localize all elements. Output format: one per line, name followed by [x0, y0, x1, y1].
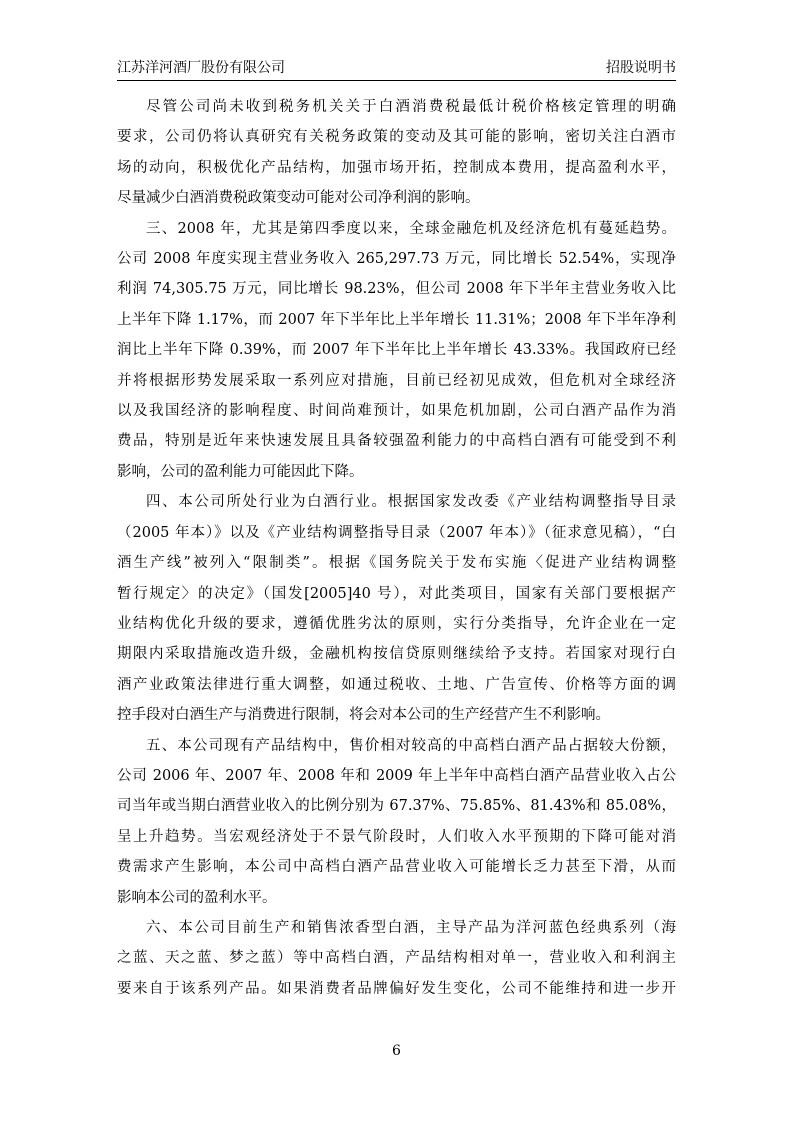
document-body [117, 92, 676, 1004]
paragraph-tax-policy [117, 92, 676, 214]
paragraph-industry-policy [117, 487, 676, 730]
text-line: 以及我国经济的影响程度、时间尚难预计，如果危机加剧，公司白酒产品作为消 [117, 403, 676, 420]
paragraph-product-concentration [117, 913, 676, 1004]
text-line: 要来自于该系列产品。如果消费者品牌偏好发生变化，公司不能维持和进一步开 [117, 980, 676, 997]
text-line: 影响本公司的盈利水平。 [117, 889, 277, 906]
text-line: 之蓝、天之蓝、梦之蓝）等中高档白酒，产品结构相对单一，营业收入和利润主 [117, 950, 676, 967]
text-line: 司当年或当期白酒营业收入的比例分别为 67.37%、75.85%、81.43%和 85.08%， [117, 798, 676, 815]
text-line: 费需求产生影响，本公司中高档白酒产品营业收入可能增长乏力甚至下滑，从而 [117, 859, 676, 876]
text-line: 并将根据形势发展采取一系列应对措施，目前已经初见成效，但危机对全球经济 [117, 372, 676, 389]
text-line: 尽管公司尚未收到税务机关关于白酒消费税最低计税价格核定管理的明确 [146, 99, 676, 115]
text-line: 场的动向，积极优化产品结构，加强市场开拓，控制成本费用，提高盈利水平， [117, 159, 676, 176]
text-line: 公司 2006 年、2007 年、2008 年和 2009 年上半年中高档白酒产品营业收入占公 [117, 767, 676, 784]
text-line: 三、2008 年，尤其是第四季度以来，全球金融危机及经济危机有蔓延趋势。 [146, 220, 676, 237]
header-document-type: 招股说明书 [606, 60, 676, 76]
header-divider [117, 80, 676, 81]
page-header [117, 56, 676, 78]
text-line: 尽量减少白酒消费税政策变动可能对公司净利润的影响。 [117, 190, 480, 207]
text-line: 公司 2008 年度实现主营业务收入 265,297.73 万元，同比增长 52.54%，实现净 [117, 251, 676, 268]
header-company-name: 江苏洋河酒厂股份有限公司 [117, 60, 285, 76]
text-line: 五、本公司现有产品结构中，售价相对较高的中高档白酒产品占据较大份额， [146, 737, 676, 754]
text-line: 业结构优化升级的要求，遵循优胜劣汰的原则，实行分类指导，允许企业在一定 [117, 615, 676, 632]
text-line: 酒生产线”被列入“限制类”。根据《国务院关于发布实施〈促进产业结构调整 [117, 555, 676, 572]
text-line: 六、本公司目前生产和销售浓香型白酒，主导产品为洋河蓝色经典系列（海 [146, 919, 676, 936]
paragraph-financial-crisis [117, 214, 676, 488]
paragraph-product-structure [117, 731, 676, 913]
text-line: （2005 年本）》以及《产业结构调整指导目录（2007 年本）》（征求意见稿），“白 [117, 524, 676, 541]
text-line: 费品，特别是近年来快速发展且具备较强盈利能力的中高档白酒有可能受到不利 [117, 433, 676, 450]
text-line: 利润 74,305.75 万元，同比增长 98.23%，但公司 2008 年下半年主营业务收入比 [117, 281, 676, 298]
text-line: 酒产业政策法律进行重大调整，如通过税收、土地、广告宣传、价格等方面的调 [117, 676, 676, 693]
text-line: 四、本公司所处行业为白酒行业。根据国家发改委《产业结构调整指导目录 [146, 494, 676, 511]
text-line: 暂行规定〉的决定》（国发[2005]40 号），对此类项目，国家有关部门要根据产 [117, 585, 676, 602]
text-line: 期限内采取措施改造升级，金融机构按信贷原则继续给予支持。若国家对现行白 [117, 646, 676, 663]
text-line: 润比上半年下降 0.39%，而 2007 年下半年比上半年增长 43.33%。我国政府已经 [117, 342, 676, 359]
text-line: 上半年下降 1.17%，而 2007 年下半年比上半年增长 11.31%；2008 年下半年净利 [117, 311, 676, 328]
text-line: 要求，公司仍将认真研究有关税务政策的变动及其可能的影响，密切关注白酒市 [117, 129, 676, 146]
text-line: 呈上升趋势。当宏观经济处于不景气阶段时，人们收入水平预期的下降可能对消 [117, 828, 676, 845]
page-number: 6 [392, 1043, 401, 1059]
text-line: 控手段对白酒生产与消费进行限制，将会对本公司的生产经营产生不利影响。 [117, 707, 610, 724]
text-line: 影响，公司的盈利能力可能因此下降。 [117, 463, 364, 480]
